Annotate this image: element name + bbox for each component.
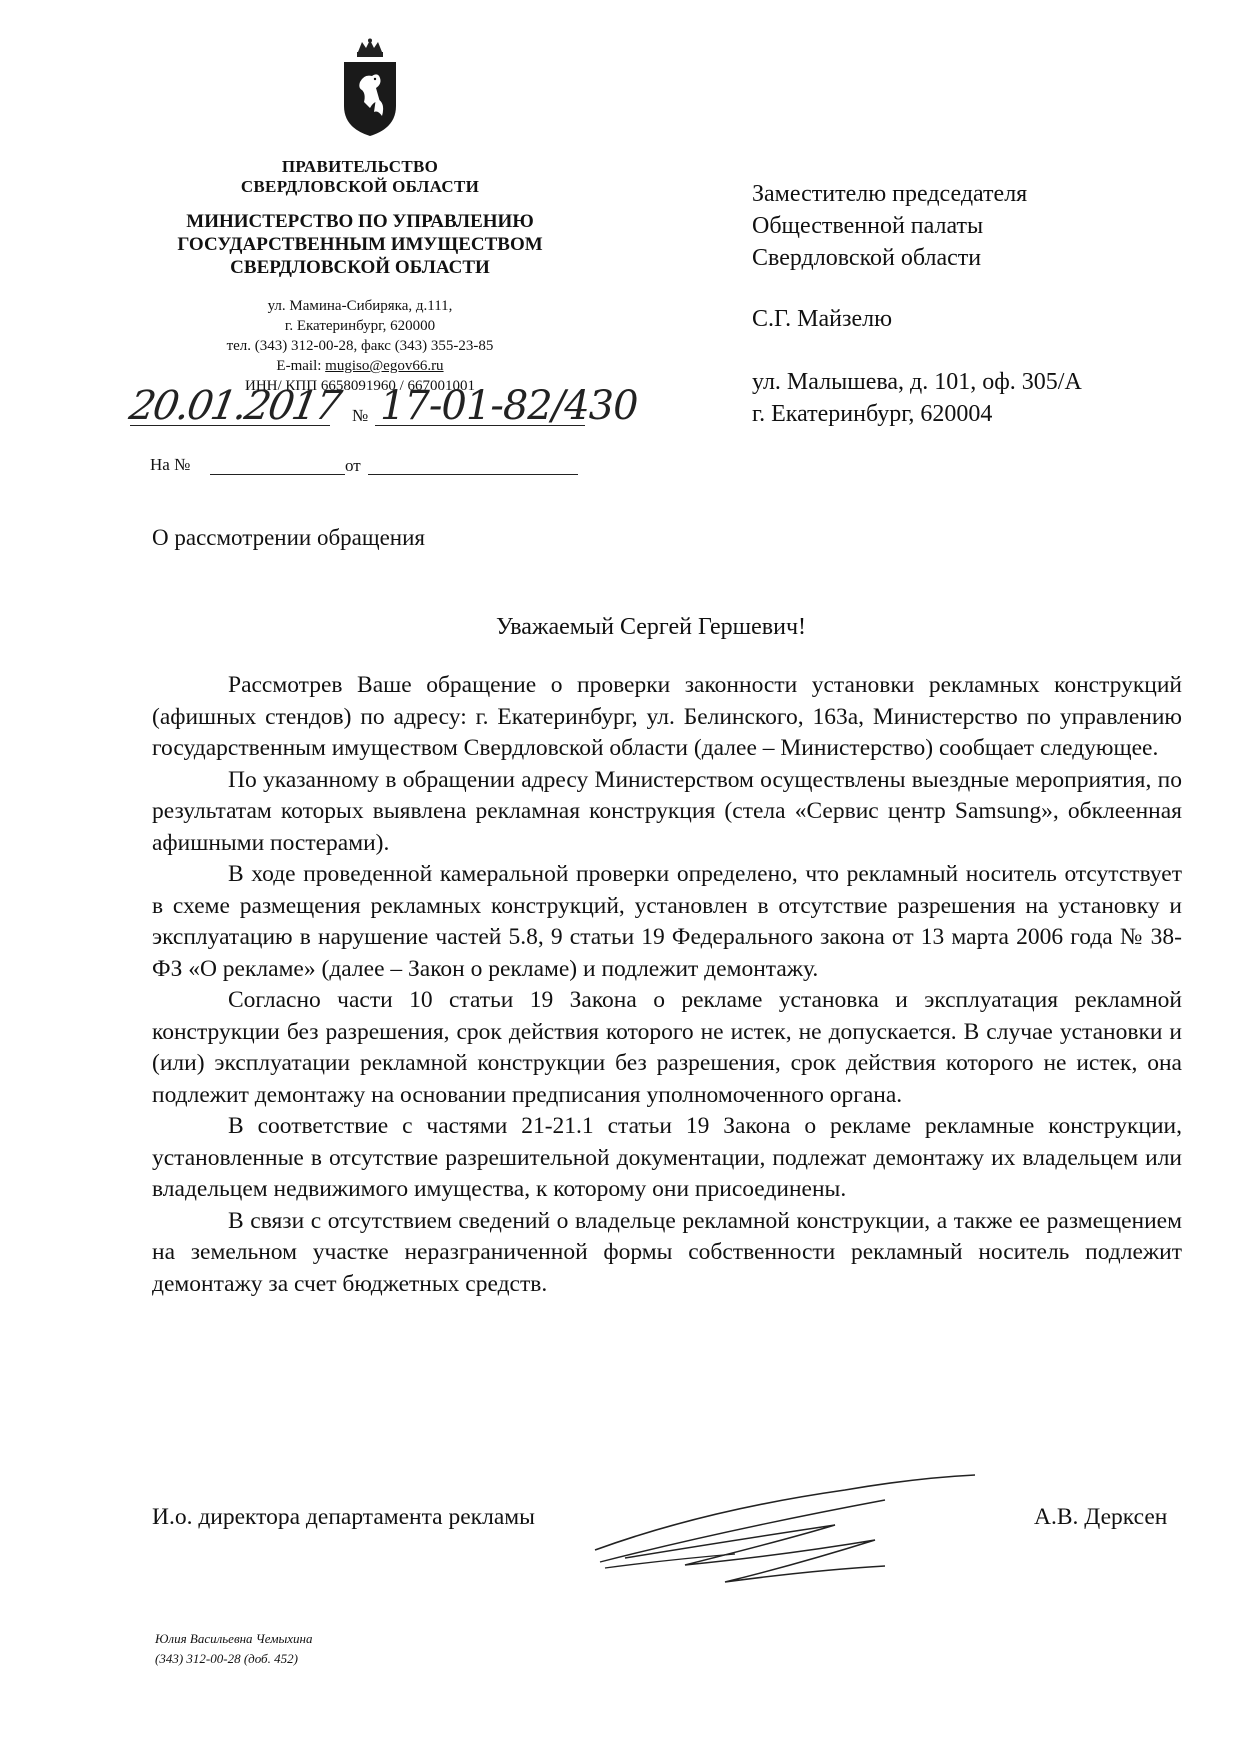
government-name-line2: СВЕРДЛОВСКОЙ ОБЛАСТИ bbox=[240, 177, 480, 196]
body-paragraph: Рассмотрев Ваше обращение о проверки законности установки рекламных конструкций (афишных стендов) по адресу: г. Екатеринбург, ул. Белинского, 163а, Министерство по управлению государственным имуществом Свердловской области (далее – Министерство) сообщает следующее. bbox=[152, 672, 1182, 761]
coat-of-arms-icon bbox=[330, 38, 410, 138]
reference-date-line bbox=[368, 474, 578, 475]
addressee-position-line2: Общественной палаты bbox=[752, 213, 984, 239]
ministry-phone-fax: тел. (343) 312-00-28, факс (343) 355-23-85 bbox=[226, 338, 494, 354]
ministry-name-line2: ГОСУДАРСТВЕННЫМ ИМУЩЕСТВОМ bbox=[177, 234, 543, 255]
registration-number-underline bbox=[375, 425, 585, 426]
executor-phone: (343) 312-00-28 (доб. 452) bbox=[155, 1651, 298, 1666]
ministry-address-line2: г. Екатеринбург, 620000 bbox=[284, 318, 436, 334]
reference-number-line bbox=[210, 474, 345, 475]
body-paragraph: В соответствие с частями 21-21.1 статьи 19 Закона о рекламе рекламные конструкции, установленные в отсутствие разрешительной документации, подлежат демонтажу их владельцем или владельцем недвижимого имущества, к которому они присоединены. bbox=[152, 1113, 1182, 1202]
addressee-position-line1: Заместителю председателя bbox=[752, 181, 1028, 207]
ministry-name-line1: МИНИСТЕРСТВО ПО УПРАВЛЕНИЮ bbox=[186, 211, 534, 232]
registration-date-underline bbox=[130, 425, 330, 426]
addressee-position-line3: Свердловской области bbox=[752, 245, 982, 271]
ministry-inn-kpp: ИНН/ КПП 6658091960 / 667001001 bbox=[244, 378, 475, 394]
addressee-name: С.Г. Майзелю bbox=[752, 306, 893, 332]
reference-number-label: На № bbox=[150, 455, 191, 474]
registration-date-handwritten: 20.01.2017 bbox=[125, 383, 344, 429]
addressee-address-line2: г. Екатеринбург, 620004 bbox=[752, 401, 993, 427]
registration-number-label: № bbox=[352, 406, 369, 425]
registration-number-handwritten: 17-01-82/430 bbox=[380, 383, 638, 429]
handwritten-signature-icon bbox=[585, 1470, 985, 1590]
letter-body bbox=[152, 670, 1182, 1300]
ministry-address-line1: ул. Мамина-Сибиряка, д.111, bbox=[267, 298, 453, 314]
signatory-name: А.В. Дерксен bbox=[1034, 1504, 1168, 1530]
government-name-line1: ПРАВИТЕЛЬСТВО bbox=[281, 157, 439, 176]
ministry-name-line3: СВЕРДЛОВСКОЙ ОБЛАСТИ bbox=[230, 257, 490, 278]
body-paragraph: По указанному в обращении адресу Министерством осуществлены выездные мероприятия, по результатам которых выявлена рекламная конструкция (стела «Сервис центр Samsung», обклеенная афишными постерами). bbox=[152, 766, 1182, 856]
body-paragraph: Согласно части 10 статьи 19 Закона о рекламе установка и эксплуатация рекламной конструкции без разрешения, срок действия которого не истек, не допускается. В случае установки и (или) эксплуатации рекламной конструкции без разрешения, срок действия которого не истек, она подлежит демонтажу на основании предписания уполномоченного органа. bbox=[152, 987, 1182, 1108]
letter-greeting: Уважаемый Сергей Гершевич! bbox=[495, 614, 807, 640]
ministry-email-line bbox=[140, 356, 580, 376]
addressee-address-line1: ул. Малышева, д. 101, оф. 305/А bbox=[752, 369, 1082, 395]
email-link[interactable]: mugiso@egov66.ru bbox=[325, 358, 444, 374]
email-label: E-mail: bbox=[276, 358, 326, 374]
signatory-position: И.о. директора департамента рекламы bbox=[152, 1504, 535, 1530]
body-paragraph: В ходе проведенной камеральной проверки определено, что рекламный носитель отсутствует в схеме размещения рекламных конструкций, установлен в отсутствие разрешения на установку и эксплуатацию в нарушение частей 5.8, 9 статьи 19 Федерального закона от 13 марта 2006 года № 38-ФЗ «О рекламе» (далее – Закон о рекламе) и подлежит демонтажу. bbox=[152, 861, 1182, 982]
body-paragraph: В связи с отсутствием сведений о владельце рекламной конструкции, а также ее размещением на земельном участке неразграниченной формы собственности рекламный носитель подлежит демонтажу за счет бюджетных средств. bbox=[152, 1207, 1182, 1297]
executor-name: Юлия Васильевна Чемыхина bbox=[155, 1631, 313, 1646]
letter-subject: О рассмотрении обращения bbox=[152, 525, 425, 550]
reference-date-label: от bbox=[345, 456, 361, 475]
